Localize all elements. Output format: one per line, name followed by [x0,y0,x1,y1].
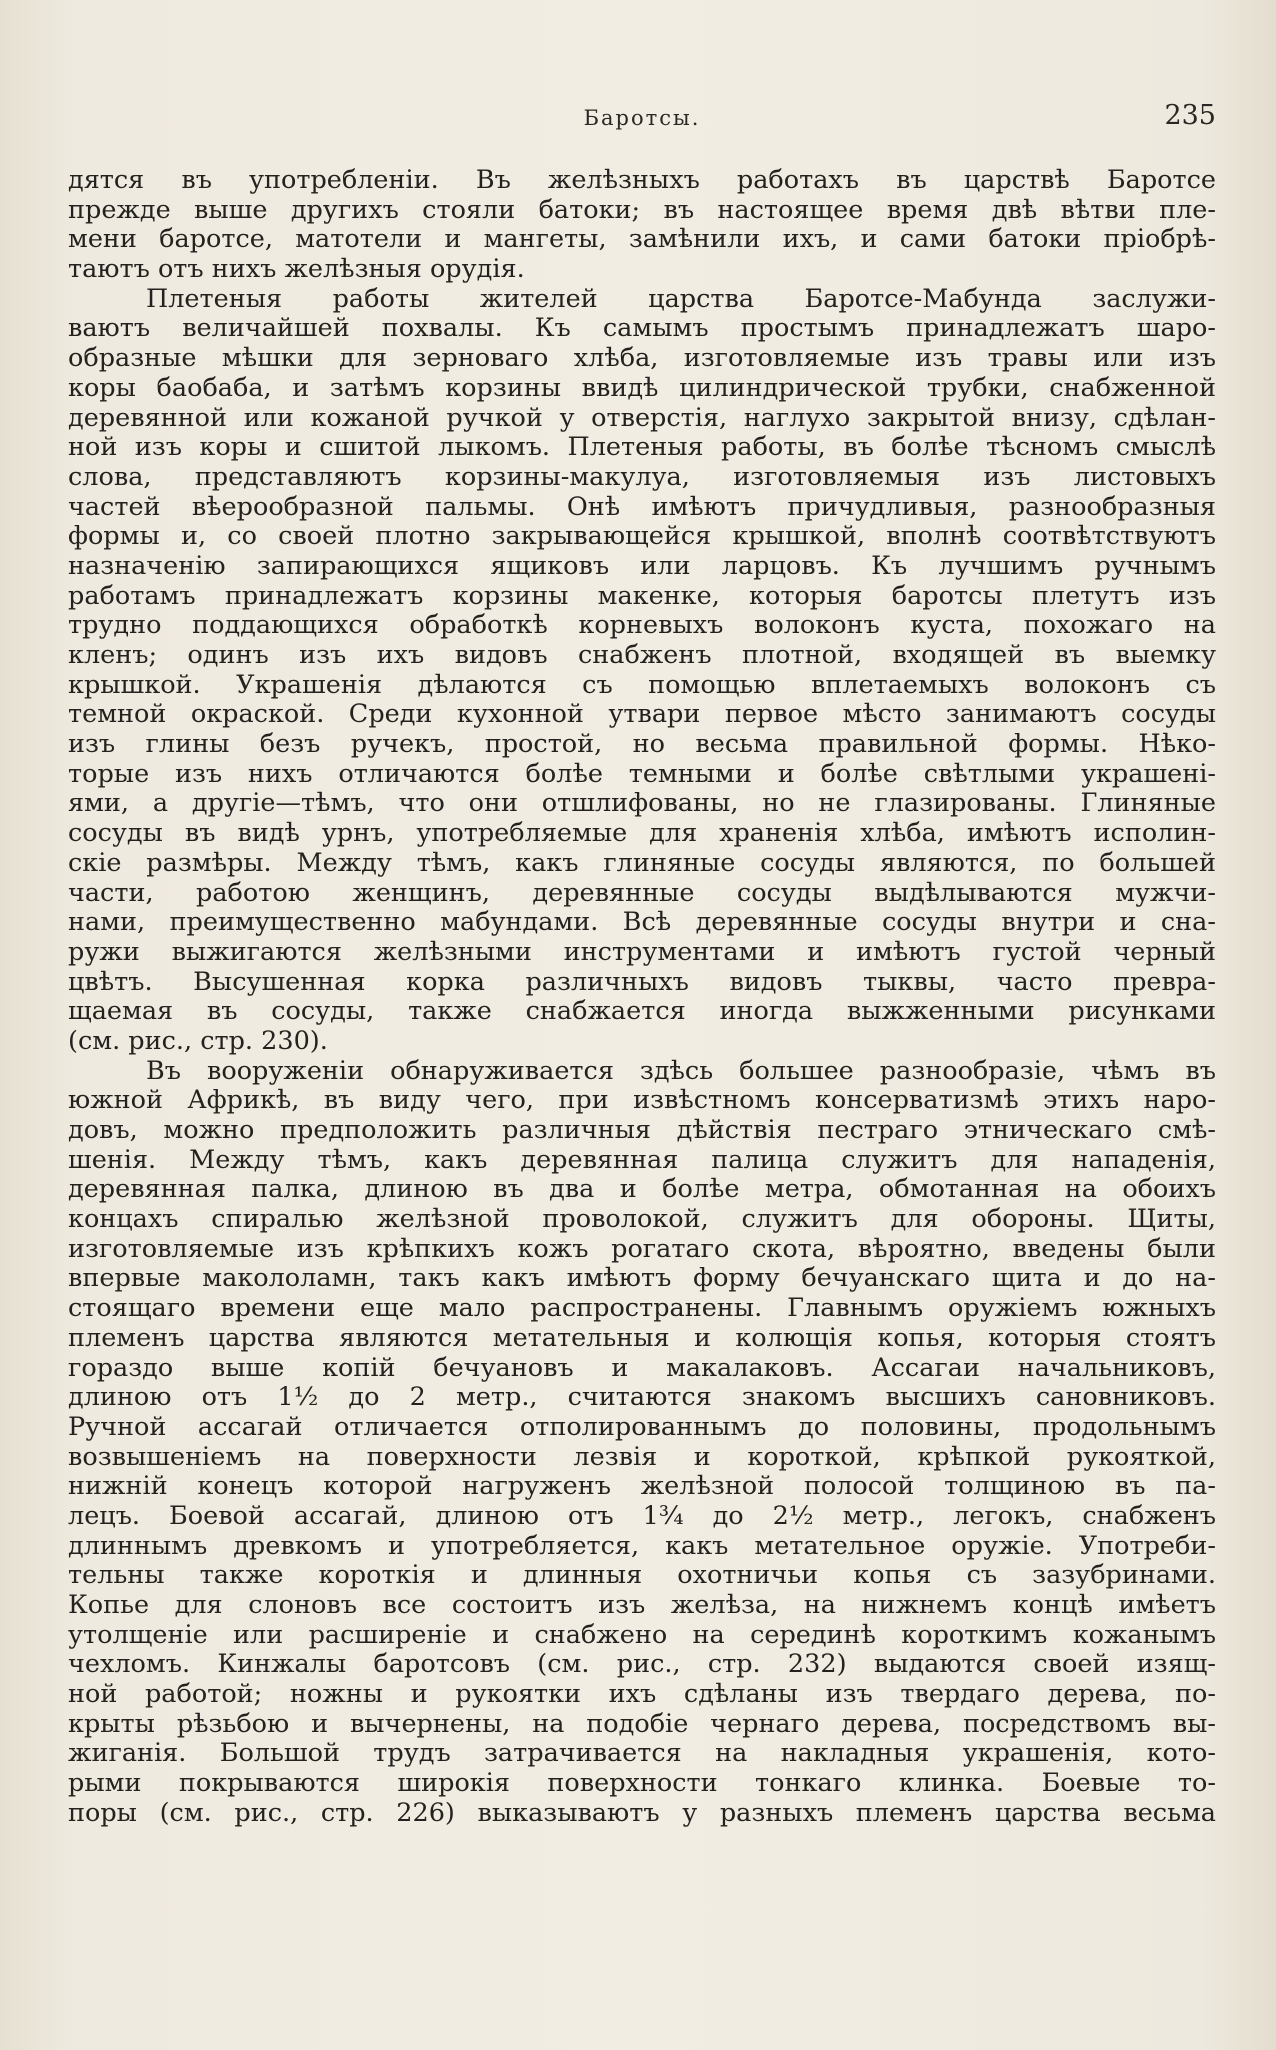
text-line: чехломъ. Кинжалы баротсовъ (см. рис., стр. 232) выдаются своей изящ- [68,1649,1216,1680]
text-line: возвышеніемъ на поверхности лезвія и короткой, крѣпкой рукояткой, [68,1441,1216,1472]
text-line: длиною отъ 1½ до 2 метр., считаются знакомъ высшихъ сановниковъ. [68,1382,1216,1413]
text-line: впервые макололамн, такъ какъ имѣютъ форму бечуанскаго щита и до на- [68,1263,1216,1294]
text-line: шенія. Между тѣмъ, какъ деревянная палица служитъ для нападенія, [68,1144,1216,1175]
text-line: Плетеныя работы жителей царства Баротсе-Мабунда заслужи- [146,283,1216,314]
text-line: ной изъ коры и сшитой лыкомъ. Плетеныя работы, въ болѣе тѣсномъ смыслѣ [68,432,1216,463]
text-line: Копье для слоновъ все состоитъ изъ желѣза, на нижнемъ концѣ имѣетъ [68,1590,1216,1620]
text-line: лецъ. Боевой ассагай, длиною отъ 1¾ до 2½ метр., легокъ, снабженъ [68,1500,1216,1531]
text-line: назначенію запирающихся ящиковъ или ларцовъ. Къ лучшимъ ручнымъ [68,550,1216,581]
text-line: темной окраской. Среди кухонной утвари первое мѣсто занимаютъ сосуды [68,699,1216,730]
page-header [68,100,1216,140]
text-line: ружи выжигаются желѣзными инструментами и имѣютъ густой черный [68,936,1216,967]
text-line: деревянной или кожаной ручкой у отверстія, наглухо закрытой внизу, сдѣлан- [68,402,1216,433]
text-line: образные мѣшки для зерноваго хлѣба, изготовляемые изъ травы или изъ [68,343,1216,374]
text-line: рыми покрываются широкія поверхности тонкаго клинка. Боевые то- [68,1768,1216,1799]
text-line: племенъ царства являются метательныя и колющія копья, которыя стоятъ [68,1322,1216,1353]
text-line: формы и, со своей плотно закрывающейся крышкой, вполнѣ соотвѣтствуютъ [68,521,1216,552]
text-line: прежде выше другихъ стояли батоки; въ настоящее время двѣ вѣтви пле- [68,194,1216,225]
text-line: цвѣтъ. Высушенная корка различныхъ видовъ тыквы, часто превра- [68,966,1216,997]
text-line: (см. рис., стр. 230). [68,1025,328,1056]
text-line: Въ вооруженіи обнаруживается здѣсь большее разнообразіе, чѣмъ въ [146,1055,1216,1086]
text-line: таютъ отъ нихъ желѣзныя орудія. [68,254,525,285]
text-line: ваютъ величайшей похвалы. Къ самымъ простымъ принадлежатъ шаро- [68,313,1216,344]
text-line: коры баобаба, и затѣмъ корзины ввидѣ цилиндрической трубки, снабженной [68,372,1216,403]
text-line: слова, представляютъ корзины-макулуа, изготовляемыя изъ листовыхъ [68,461,1216,492]
text-line: кленъ; одинъ изъ ихъ видовъ снабженъ плотной, входящей въ выемку [68,640,1216,670]
text-line: скіе размѣры. Между тѣмъ, какъ глиняные сосуды являются, по большей [68,847,1216,878]
text-line: длиннымъ древкомъ и употребляется, какъ метательное оружіе. Употреби- [68,1530,1216,1561]
text-line: жиганія. Большой трудъ затрачивается на накладныя украшенія, кото- [68,1738,1216,1769]
text-line: южной Африкѣ, въ виду чего, при извѣстномъ консерватизмѣ этихъ наро- [68,1085,1216,1116]
text-line: стоящаго времени еще мало распространены. Главнымъ оружіемъ южныхъ [68,1293,1216,1324]
text-line: концахъ спиралью желѣзной проволокой, служитъ для обороны. Щиты, [68,1204,1216,1235]
text-line: нижній конецъ которой нагруженъ желѣзной полосой толщиною въ па- [68,1471,1216,1502]
text-line: утолщеніе или расширеніе и снабжено на серединѣ короткимъ кожанымъ [68,1619,1216,1650]
text-line: гораздо выше копій бечуановъ и макалаковъ. Ассагаи начальниковъ, [68,1352,1216,1383]
text-line: трудно поддающихся обработкѣ корневыхъ волоконъ куста, похожаго на [68,610,1216,641]
text-line: поры (см. рис., стр. 226) выказываютъ у разныхъ племенъ царства весьма [68,1797,1216,1828]
text-line: довъ, можно предположить различныя дѣйствія пестраго этническаго смѣ- [68,1115,1216,1145]
text-line: работамъ принадлежатъ корзины макенке, которыя баротсы плетутъ изъ [68,580,1216,611]
text-line: изъ глины безъ ручекъ, простой, но весьма правильной формы. Нѣко- [68,729,1216,760]
body-text [68,166,1216,1829]
text-line: деревянная палка, длиною въ два и болѣе метра, обмотанная на обоихъ [68,1174,1216,1205]
text-line: ной работой; ножны и рукоятки ихъ сдѣланы изъ твердаго дерева, по- [68,1679,1216,1710]
text-line: сосуды въ видѣ урнъ, употребляемые для храненія хлѣба, имѣютъ исполин- [68,818,1216,849]
text-line: Ручной ассагай отличается отполированнымъ до половины, продольнымъ [68,1411,1216,1442]
text-line: тельны также короткія и длинныя охотничьи копья съ зазубринами. [68,1560,1216,1591]
text-line: части, работою женщинъ, деревянные сосуды выдѣлываются мужчи- [68,877,1216,908]
text-line: крышкой. Украшенія дѣлаются съ помощью вплетаемыхъ волоконъ съ [68,669,1216,700]
text-line: изготовляемые изъ крѣпкихъ кожъ рогатаго скота, вѣроятно, введены были [68,1233,1216,1264]
text-line: ями, а другіе—тѣмъ, что они отшлифованы, но не глазированы. Глиняные [68,788,1216,819]
text-line: крыты рѣзьбою и вычернены, на подобіе чернаго дерева, посредствомъ вы- [68,1708,1216,1739]
text-line: дятся въ употребленіи. Въ желѣзныхъ работахъ въ царствѣ Баротсе [68,165,1216,195]
text-line: частей вѣерообразной пальмы. Онѣ имѣютъ причудливыя, разнообразныя [68,491,1216,522]
text-line: торые изъ нихъ отличаются болѣе темными и болѣе свѣтлыми украшені- [68,758,1216,789]
text-line: нами, преимущественно мабундами. Всѣ деревянные сосуды внутри и сна- [68,907,1216,938]
text-line: щаемая въ сосуды, также снабжается иногда выжженными рисунками [68,996,1216,1027]
running-title: Баротсы. [583,106,701,130]
page-number: 235 [1164,100,1216,131]
text-line: мени баротсе, матотели и мангеты, замѣнили ихъ, и сами батоки пріобрѣ- [68,224,1216,255]
